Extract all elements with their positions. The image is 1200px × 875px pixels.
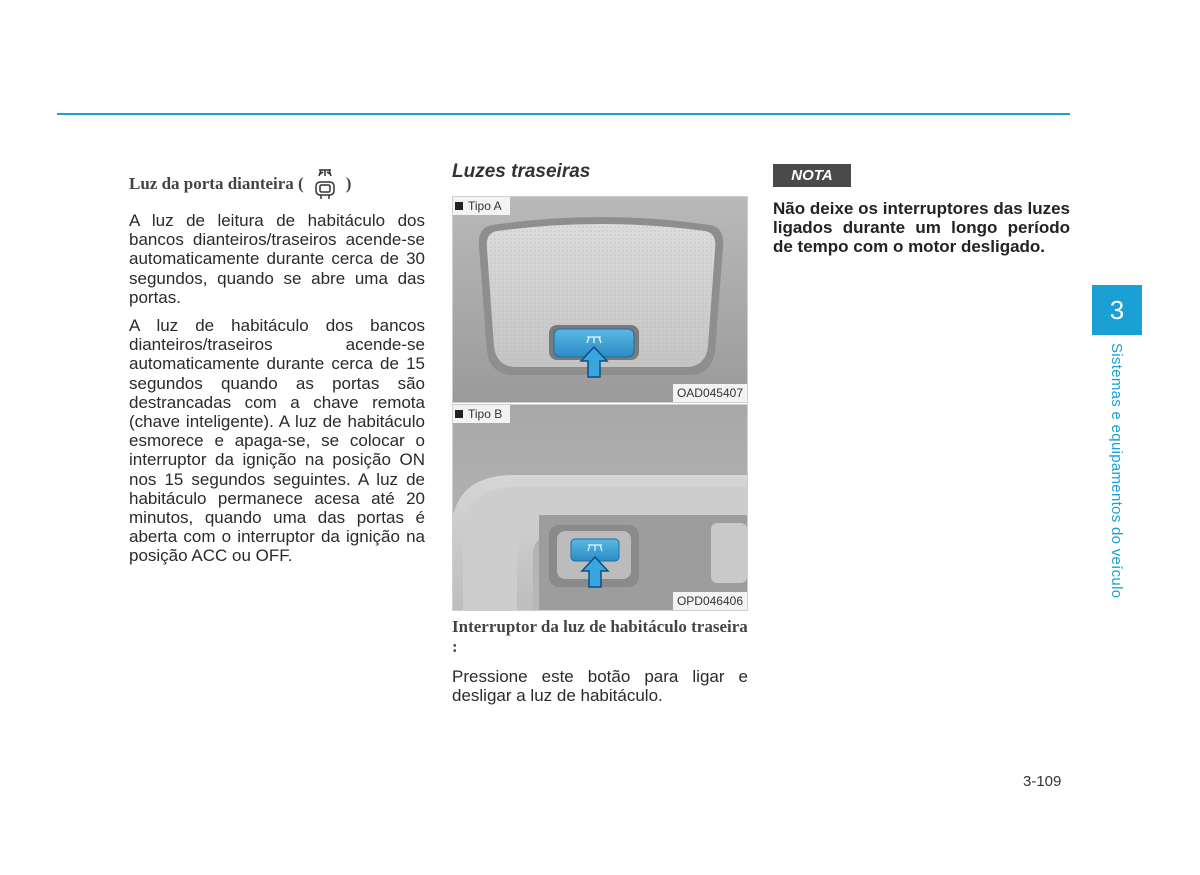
column-2 [452,158,748,714]
rear-lamp-type-a-image [453,197,748,403]
figure-type-a [452,196,748,403]
chapter-title: Sistemas e equipamentos do veículo [1108,343,1125,599]
page-number: 3-109 [1023,773,1062,790]
figure-type-label [453,405,510,423]
figure-type-b [452,404,748,611]
heading-text-open: Luz da porta dianteira ( [129,174,304,193]
note-text: Não deixe os interruptores das luzes ligados durante um longo período de tempo com o motor desligado. [773,199,1070,257]
type-label-text: Tipo B [468,407,503,421]
rear-lamp-type-b-image [453,405,748,611]
note-badge: NOTA [773,164,851,187]
figure-caption: Interruptor da luz de habitáculo traseira : [452,617,748,656]
figure-type-label [453,197,510,215]
paragraph-rear-switch: Pressione este botão para ligar e desligar a luz de habitáculo. [452,667,748,706]
section-title-rear-lamps: Luzes traseiras [452,161,591,182]
paragraph-front-door-1: A luz de leitura de habitáculo dos bancos dianteiros/traseiros acende-se automaticamente durante cerca de 30 segundos, quando se abre uma das portas. [129,211,425,307]
paragraph-front-door-2: A luz de habitáculo dos bancos dianteiros/traseiros acende-se automaticamente durante cerca de 15 segundos quando as portas são destrancadas com a chave remota (chave inteligente). A luz de habitáculo esmorece e apaga-se, se colocar o interruptor da ignição na posição ON nos 15 segundos seguintes. A luz de habitáculo permanece acesa até 20 minutos, quando uma das portas é aberta com o interruptor da ignição na posição ACC ou OFF. [129,316,425,566]
door-courtesy-lamp-icon [308,166,342,202]
section-heading-front-door-lamp [129,165,425,203]
bullet-square-icon [455,202,463,210]
top-divider [57,113,1070,115]
figure-code: OAD045407 [673,384,747,402]
heading-text-close: ) [345,174,352,193]
figure-code: OPD046406 [673,592,747,610]
type-label-text: Tipo A [468,199,502,213]
bullet-square-icon [455,410,463,418]
column-1 [129,165,425,575]
chapter-tab: 3 [1092,285,1142,335]
column-3 [773,164,1070,257]
